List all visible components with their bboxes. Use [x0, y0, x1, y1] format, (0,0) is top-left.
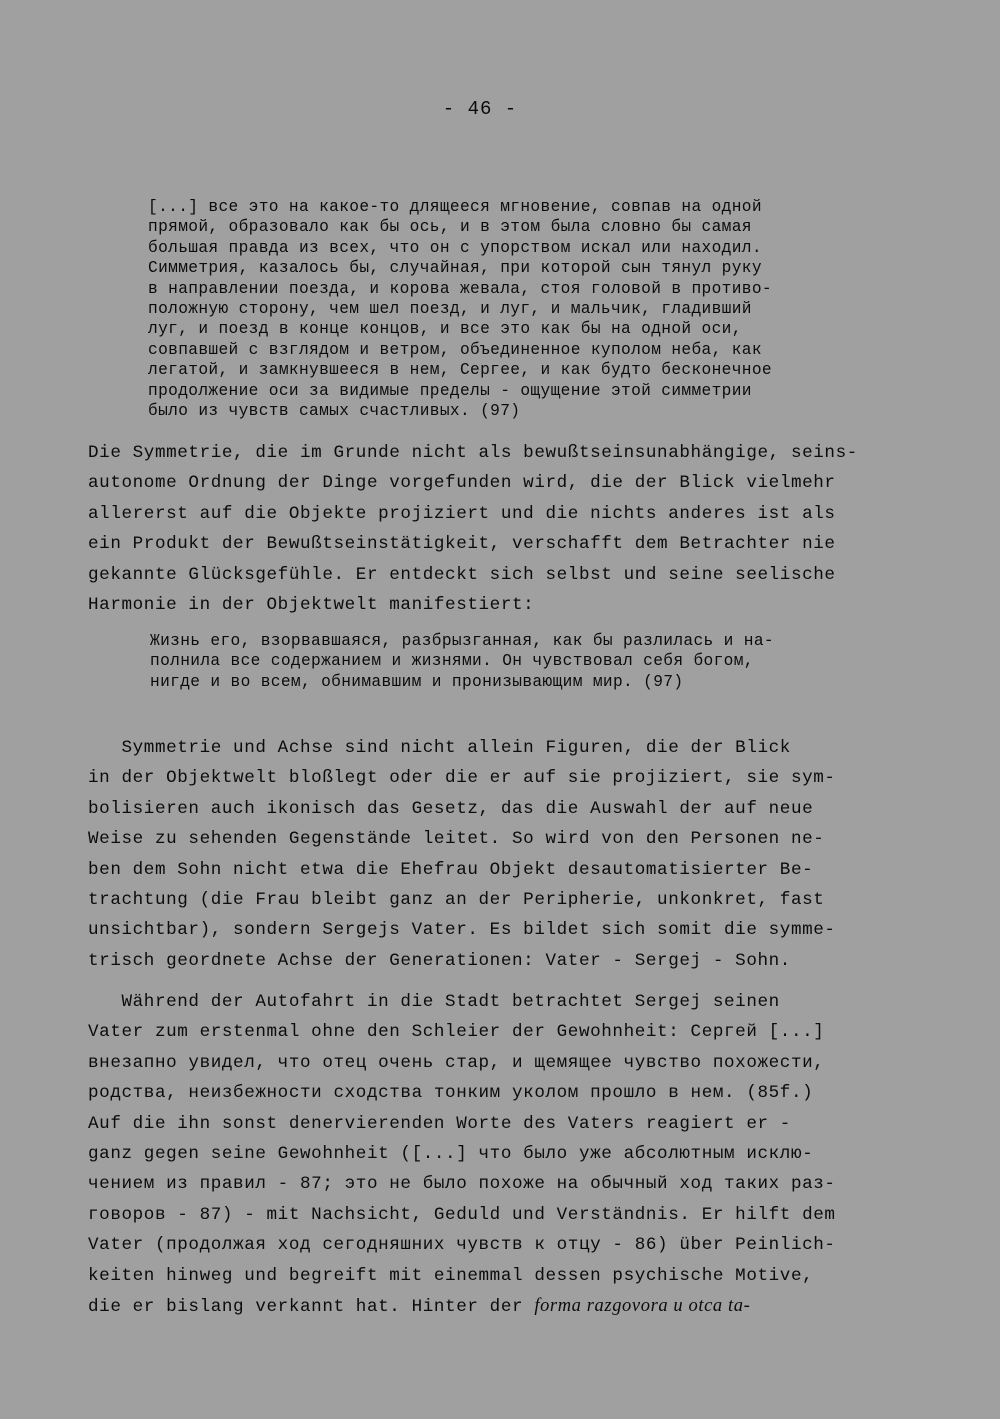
quote-line: луг, и поезд в конце концов, и все это как бы на одной оси,	[148, 320, 742, 339]
paragraph-car-ride	[88, 987, 836, 1321]
page-number: - 46 -	[442, 98, 518, 120]
text-line: Während der Autofahrt in die Stadt betrachtet Sergej seinen	[88, 992, 780, 1012]
text-line: Symmetrie und Achse sind nicht allein Figuren, die der Blick	[88, 738, 791, 758]
text-line: in der Objektwelt bloßlegt oder die er auf sie projiziert, sie sym-	[88, 768, 836, 789]
text-line-last-roman: die er bislang verkannt hat. Hinter der	[88, 1296, 535, 1317]
quote-line: в направлении поезда, и корова жевала, стоя головой в противо-	[148, 279, 772, 298]
quote-line: было из чувств самых счастливых. (97)	[148, 401, 521, 420]
text-line: autonome Ordnung der Dinge vorgefunden wird, die der Blick vielmehr	[88, 473, 836, 494]
russian-quote-1	[148, 197, 772, 421]
text-line: Vater (продолжая ход сегодняшних чувств к отцу - 86) über Peinlich-	[88, 1235, 836, 1256]
quote-line: легатой, и замкнувшееся в нем, Сергее, и как будто бесконечное	[148, 361, 772, 380]
text-line: чением из правил - 87; это не было похоже на обычный ход таких раз-	[88, 1174, 836, 1195]
text-line: внезапно увидел, что отец очень стар, и щемящее чувство похожести,	[88, 1052, 825, 1073]
quote-line: положную сторону, чем шел поезд, и луг, и мальчик, гладивший	[148, 299, 752, 318]
text-line: gekannte Glücksgefühle. Er entdeckt sich selbst und seine seelische	[88, 564, 836, 585]
text-line: ganz gegen seine Gewohnheit ([...] что было уже абсолютным исклю-	[88, 1143, 814, 1164]
text-line: Vater zum erstenmal ohne den Schleier der Gewohnheit: Сергей [...]	[88, 1022, 825, 1043]
text-line: говоров - 87) - mit Nachsicht, Geduld und Verständnis. Er hilft dem	[88, 1204, 836, 1225]
text-line: Harmonie in der Objektwelt manifestiert:	[88, 594, 535, 615]
russian-quote-2	[150, 631, 774, 692]
text-line: allererst auf die Objekte projiziert und die nichts anderes ist als	[88, 503, 836, 524]
text-line: родства, неизбежности сходства тонким уколом прошло в нем. (85f.)	[88, 1083, 814, 1104]
text-line-last	[88, 1291, 836, 1321]
text-line: Auf die ihn sonst denervierenden Worte des Vaters reagiert er -	[88, 1113, 791, 1134]
text-line: Die Symmetrie, die im Grunde nicht als bewußtseinsunabhängige, seins-	[88, 443, 858, 463]
quote-line: полнила все содержанием и жизнями. Он чувствовал себя богом,	[150, 652, 754, 671]
text-line: Weise zu sehenden Gegenstände leitet. So wird von den Personen ne-	[88, 829, 825, 850]
italic-transliteration: forma razgovora u otca ta-	[534, 1295, 751, 1316]
text-line: trachtung (die Frau bleibt ganz an der Peripherie, unkonkret, fast	[88, 889, 825, 910]
quote-line: совпавшей с взглядом и ветром, объединенное куполом неба, как	[148, 340, 762, 359]
text-line: ein Produkt der Bewußtseinstätigkeit, verschafft dem Betrachter nie	[88, 534, 836, 555]
quote-line: продолжение оси за видимые пределы - ощущение этой симметрии	[148, 381, 752, 400]
quote-line: Симметрия, казалось бы, случайная, при которой сын тянул руку	[148, 259, 762, 278]
quote-line: Жизнь его, взорвавшаяся, разбрызганная, как бы разлилась и на-	[150, 632, 774, 650]
quote-line: прямой, образовало как бы ось, и в этом была словно бы самая	[148, 218, 752, 237]
text-line: bolisieren auch ikonisch das Gesetz, das die Auswahl der auf neue	[88, 798, 814, 819]
quote-line: большая правда из всех, что он с упорством искал или находил.	[148, 238, 762, 257]
text-line: keiten hinweg und begreift mit einemmal dessen psychische Motive,	[88, 1265, 814, 1286]
paragraph-axis	[88, 733, 836, 976]
text-line: unsichtbar), sondern Sergejs Vater. Es bildet sich somit die symme-	[88, 920, 836, 941]
quote-line: нигде и во всем, обнимавшим и пронизывающим мир. (97)	[150, 672, 684, 691]
quote-line: [...] все это на какое-то длящееся мгновение, совпав на одной	[148, 198, 762, 216]
text-line: trisch geordnete Achse der Generationen: Vater - Sergej - Sohn.	[88, 950, 791, 971]
text-line: ben dem Sohn nicht etwa die Ehefrau Objekt desautomatisierter Be-	[88, 859, 814, 880]
paragraph-symmetry	[88, 438, 858, 620]
